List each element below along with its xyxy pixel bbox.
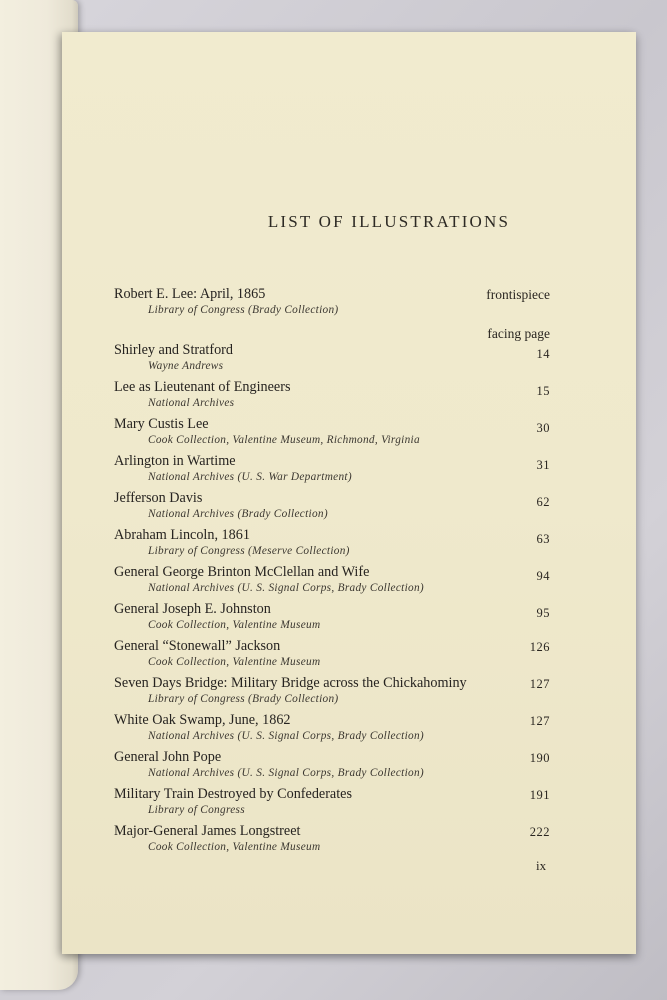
page-number: 126 bbox=[529, 640, 550, 654]
entry-credit: National Archives (U. S. War Department) bbox=[148, 471, 352, 483]
list-item bbox=[114, 712, 550, 744]
list-item bbox=[114, 675, 550, 707]
list-item bbox=[114, 286, 550, 318]
list-item bbox=[114, 749, 550, 781]
entry-credit: Cook Collection, Valentine Museum, Richmond, Virginia bbox=[148, 434, 420, 446]
page-number: 94 bbox=[536, 569, 550, 583]
entry-credit: Library of Congress (Brady Collection) bbox=[148, 693, 339, 705]
entry-title: Jefferson Davis bbox=[114, 490, 203, 506]
page-number: 30 bbox=[536, 421, 550, 435]
list-item bbox=[114, 786, 550, 818]
page-number: 62 bbox=[536, 495, 550, 509]
entry-title: Lee as Lieutenant of Engineers bbox=[114, 379, 291, 395]
page-number: 31 bbox=[536, 458, 550, 472]
list-item bbox=[114, 823, 550, 855]
entry-title: General Joseph E. Johnston bbox=[114, 601, 271, 617]
page-number: 63 bbox=[536, 532, 550, 546]
page-number: 127 bbox=[529, 714, 550, 728]
entry-title: Robert E. Lee: April, 1865 bbox=[114, 286, 266, 302]
page-number: 222 bbox=[529, 825, 550, 839]
page-number: 190 bbox=[529, 751, 550, 765]
page-number: 127 bbox=[529, 677, 550, 691]
book-page bbox=[62, 32, 636, 954]
list-item bbox=[114, 453, 550, 485]
entry-title: Seven Days Bridge: Military Bridge across the Chickahominy bbox=[114, 675, 467, 691]
entry-credit: National Archives bbox=[148, 397, 235, 409]
entry-title: General “Stonewall” Jackson bbox=[114, 638, 281, 654]
facing-page-row bbox=[114, 318, 550, 341]
list-item bbox=[114, 527, 550, 559]
entry-title: General John Pope bbox=[114, 749, 222, 765]
entry-title: General George Brinton McClellan and Wife bbox=[114, 564, 370, 580]
page-folio: ix bbox=[536, 858, 547, 873]
entry-title: Mary Custis Lee bbox=[114, 416, 209, 432]
entry-credit: Library of Congress (Brady Collection) bbox=[148, 304, 339, 316]
entry-credit: Cook Collection, Valentine Museum bbox=[148, 619, 321, 631]
page-heading: LIST OF ILLUSTRATIONS bbox=[267, 212, 511, 231]
entry-credit: Library of Congress bbox=[148, 804, 245, 816]
entry-credit: National Archives (U. S. Signal Corps, Brady Collection) bbox=[148, 582, 424, 594]
entry-credit: Library of Congress (Meserve Collection) bbox=[148, 545, 350, 557]
entry-title: White Oak Swamp, June, 1862 bbox=[114, 712, 291, 728]
entry-title: Shirley and Stratford bbox=[114, 342, 233, 358]
entry-title: Abraham Lincoln, 1861 bbox=[114, 527, 250, 543]
entry-credit: National Archives (Brady Collection) bbox=[148, 508, 328, 520]
entry-credit: National Archives (U. S. Signal Corps, Brady Collection) bbox=[148, 767, 424, 779]
page-number: 95 bbox=[536, 606, 550, 620]
list-item bbox=[114, 416, 550, 448]
entry-credit: Wayne Andrews bbox=[148, 360, 224, 372]
list-item bbox=[114, 601, 550, 633]
list-item bbox=[114, 490, 550, 522]
entry-title: Arlington in Wartime bbox=[114, 453, 236, 469]
list-item bbox=[114, 638, 550, 670]
list-item bbox=[114, 564, 550, 596]
page-number: 191 bbox=[529, 788, 550, 802]
facing-page-label: facing page bbox=[487, 326, 550, 341]
page-number: 15 bbox=[536, 384, 550, 398]
entry-title: Major-General James Longstreet bbox=[114, 823, 301, 839]
page-number: 14 bbox=[536, 347, 550, 361]
entry-credit: National Archives (U. S. Signal Corps, Brady Collection) bbox=[148, 730, 424, 742]
entry-credit: Cook Collection, Valentine Museum bbox=[148, 656, 321, 668]
list-item bbox=[114, 342, 550, 374]
entry-credit: Cook Collection, Valentine Museum bbox=[148, 841, 321, 853]
list-item bbox=[114, 379, 550, 411]
illustrations-list bbox=[114, 286, 550, 855]
frontispiece-label: frontispiece bbox=[486, 287, 550, 302]
entry-title: Military Train Destroyed by Confederates bbox=[114, 786, 352, 802]
